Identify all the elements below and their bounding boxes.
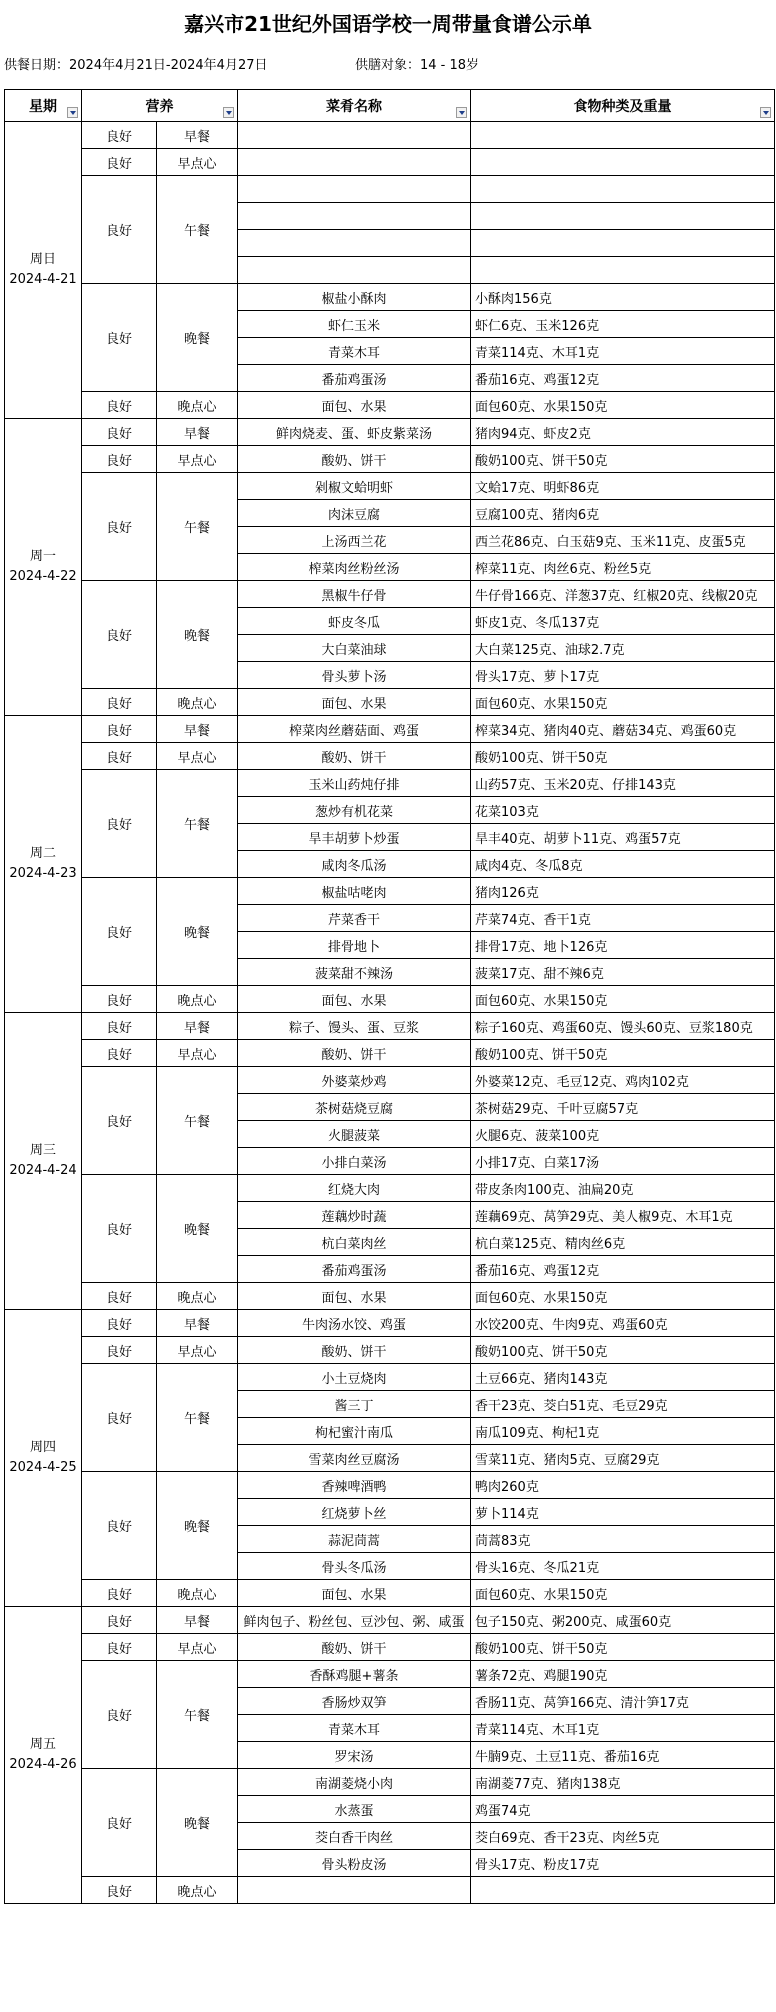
meal-type-cell: 早餐 (157, 1607, 238, 1634)
dish-name-cell: 南湖菱烧小肉 (238, 1769, 471, 1796)
food-weight-cell: 土豆66克、猪肉143克 (471, 1364, 775, 1391)
nutrition-cell: 良好 (82, 581, 157, 689)
nutrition-cell: 良好 (82, 1175, 157, 1283)
weekday-cell (5, 1310, 82, 1607)
nutrition-cell: 良好 (82, 1364, 157, 1472)
header-food-weight (471, 90, 775, 122)
supply-target: 供膳对象：14 - 18岁 (355, 58, 480, 73)
dish-name-cell: 酸奶、饼干 (238, 1337, 471, 1364)
dish-name-cell: 红烧大肉 (238, 1175, 471, 1202)
dish-name-cell: 蒜泥茼蒿 (238, 1526, 471, 1553)
table-row (5, 770, 775, 797)
dish-name-cell: 骨头冬瓜汤 (238, 1553, 471, 1580)
dish-name-cell: 香酥鸡腿+薯条 (238, 1661, 471, 1688)
header-dish-name (238, 90, 471, 122)
dish-name-cell: 肉沫豆腐 (238, 500, 471, 527)
meal-type-cell: 午餐 (157, 473, 238, 581)
dish-name-cell: 酱三丁 (238, 1391, 471, 1418)
page-title: 嘉兴市21世纪外国语学校一周带量食谱公示单 (184, 12, 592, 36)
weekday-date: 2024-4-21 (9, 272, 77, 287)
dish-name-cell: 酸奶、饼干 (238, 1634, 471, 1661)
food-weight-cell: 青菜114克、木耳1克 (471, 1715, 775, 1742)
table-row (5, 1769, 775, 1796)
food-weight-cell: 萝卜114克 (471, 1499, 775, 1526)
filter-dropdown-icon[interactable] (456, 107, 467, 118)
food-weight-cell: 杭白菜125克、精肉丝6克 (471, 1229, 775, 1256)
dish-name-cell (238, 1877, 471, 1904)
meal-type-cell: 晚餐 (157, 1175, 238, 1283)
table-row (5, 1175, 775, 1202)
nutrition-cell: 良好 (82, 770, 157, 878)
dish-name-cell: 枸杞蜜汁南瓜 (238, 1418, 471, 1445)
food-weight-cell: 山药57克、玉米20克、仔排143克 (471, 770, 775, 797)
dish-name-cell: 骨头萝卜汤 (238, 662, 471, 689)
dish-name-cell (238, 203, 471, 230)
dish-name-cell: 水蒸蛋 (238, 1796, 471, 1823)
food-weight-cell: 骨头17克、萝卜17克 (471, 662, 775, 689)
food-weight-cell: 茶树菇29克、千叶豆腐57克 (471, 1094, 775, 1121)
nutrition-cell: 良好 (82, 473, 157, 581)
dish-name-cell: 鲜肉烧麦、蛋、虾皮紫菜汤 (238, 419, 471, 446)
table-row (5, 1337, 775, 1364)
meal-type-cell: 午餐 (157, 770, 238, 878)
food-weight-cell: 面包60克、水果150克 (471, 392, 775, 419)
weekday-name: 周二 (29, 846, 56, 861)
table-row (5, 419, 775, 446)
dish-name-cell (238, 176, 471, 203)
nutrition-cell: 良好 (82, 986, 157, 1013)
table-row (5, 1580, 775, 1607)
table-row (5, 1013, 775, 1040)
table-row (5, 689, 775, 716)
nutrition-cell: 良好 (82, 284, 157, 392)
header-row (5, 90, 775, 122)
meal-type-cell: 早餐 (157, 122, 238, 149)
nutrition-cell: 良好 (82, 743, 157, 770)
food-weight-cell: 面包60克、水果150克 (471, 1283, 775, 1310)
food-weight-cell (471, 203, 775, 230)
meal-type-cell: 晚点心 (157, 1283, 238, 1310)
nutrition-cell: 良好 (82, 1040, 157, 1067)
food-weight-cell: 榨菜11克、肉丝6克、粉丝5克 (471, 554, 775, 581)
dish-name-cell (238, 122, 471, 149)
meal-type-cell: 午餐 (157, 176, 238, 284)
dish-name-cell: 旱丰胡萝卜炒蛋 (238, 824, 471, 851)
food-weight-cell: 花菜103克 (471, 797, 775, 824)
dish-name-cell: 大白菜油球 (238, 635, 471, 662)
dish-name-cell (238, 257, 471, 284)
food-weight-cell: 香肠11克、莴笋166克、清汁笋17克 (471, 1688, 775, 1715)
nutrition-cell: 良好 (82, 1013, 157, 1040)
table-row (5, 1310, 775, 1337)
dish-name-cell: 椒盐小酥肉 (238, 284, 471, 311)
dish-name-cell: 酸奶、饼干 (238, 1040, 471, 1067)
dish-name-cell: 榨菜肉丝粉丝汤 (238, 554, 471, 581)
weekday-date: 2024-4-23 (9, 866, 77, 881)
weekday-cell (5, 419, 82, 716)
food-weight-cell: 虾仁6克、玉米126克 (471, 311, 775, 338)
food-weight-cell: 鸡蛋74克 (471, 1796, 775, 1823)
weekday-name: 周三 (29, 1143, 56, 1158)
weekday-cell (5, 716, 82, 1013)
header-label: 菜肴名称 (326, 98, 382, 115)
header-weekday (5, 90, 82, 122)
table-row (5, 1364, 775, 1391)
nutrition-cell: 良好 (82, 419, 157, 446)
meal-type-cell: 午餐 (157, 1364, 238, 1472)
weekday-name: 周一 (29, 549, 56, 564)
dish-name-cell: 榨菜肉丝蘑菇面、鸡蛋 (238, 716, 471, 743)
table-row (5, 878, 775, 905)
weekday-name: 周日 (29, 252, 56, 267)
menu-body (5, 122, 775, 1904)
food-weight-cell: 虾皮1克、冬瓜137克 (471, 608, 775, 635)
dish-name-cell: 茭白香干肉丝 (238, 1823, 471, 1850)
header-label: 星期 (29, 98, 57, 115)
food-weight-cell: 南湖菱77克、猪肉138克 (471, 1769, 775, 1796)
meal-type-cell: 早餐 (157, 1310, 238, 1337)
food-weight-cell: 牛仔骨166克、洋葱37克、红椒20克、线椒20克 (471, 581, 775, 608)
dish-name-cell: 红烧萝卜丝 (238, 1499, 471, 1526)
table-row (5, 1661, 775, 1688)
meal-type-cell: 早餐 (157, 419, 238, 446)
weekday-date: 2024-4-25 (9, 1460, 77, 1475)
food-weight-cell: 茼蒿83克 (471, 1526, 775, 1553)
meal-type-cell: 早点心 (157, 743, 238, 770)
food-weight-cell: 带皮条肉100克、油扁20克 (471, 1175, 775, 1202)
food-weight-cell: 旱丰40克、胡萝卜11克、鸡蛋57克 (471, 824, 775, 851)
table-row (5, 743, 775, 770)
dish-name-cell: 火腿菠菜 (238, 1121, 471, 1148)
food-weight-cell: 外婆菜12克、毛豆12克、鸡肉102克 (471, 1067, 775, 1094)
nutrition-cell: 良好 (82, 689, 157, 716)
table-row (5, 1472, 775, 1499)
nutrition-cell: 良好 (82, 1877, 157, 1904)
food-weight-cell: 香干23克、茭白51克、毛豆29克 (471, 1391, 775, 1418)
food-weight-cell: 牛腩9克、土豆11克、番茄16克 (471, 1742, 775, 1769)
header-label: 营养 (145, 98, 174, 115)
food-weight-cell: 茭白69克、香干23克、肉丝5克 (471, 1823, 775, 1850)
dish-name-cell: 番茄鸡蛋汤 (238, 365, 471, 392)
food-weight-cell: 青菜114克、木耳1克 (471, 338, 775, 365)
weekday-cell (5, 1607, 82, 1904)
dish-name-cell: 骨头粉皮汤 (238, 1850, 471, 1877)
weekday-date: 2024-4-22 (9, 569, 77, 584)
meal-type-cell: 早餐 (157, 1013, 238, 1040)
dish-name-cell: 牛肉汤水饺、鸡蛋 (238, 1310, 471, 1337)
dish-name-cell: 酸奶、饼干 (238, 446, 471, 473)
meal-type-cell: 晚餐 (157, 284, 238, 392)
nutrition-cell: 良好 (82, 122, 157, 149)
food-weight-cell: 酸奶100克、饼干50克 (471, 1040, 775, 1067)
header-nutrition (82, 90, 238, 122)
food-weight-cell: 薯条72克、鸡腿190克 (471, 1661, 775, 1688)
dish-name-cell: 咸肉冬瓜汤 (238, 851, 471, 878)
dish-name-cell: 茶树菇烧豆腐 (238, 1094, 471, 1121)
dish-name-cell: 莲藕炒时蔬 (238, 1202, 471, 1229)
food-weight-cell: 芹菜74克、香干1克 (471, 905, 775, 932)
meal-type-cell: 晚点心 (157, 986, 238, 1013)
food-weight-cell: 包子150克、粥200克、咸蛋60克 (471, 1607, 775, 1634)
food-weight-cell: 骨头16克、冬瓜21克 (471, 1553, 775, 1580)
dish-name-cell: 面包、水果 (238, 1283, 471, 1310)
dish-name-cell: 罗宋汤 (238, 1742, 471, 1769)
dish-name-cell: 上汤西兰花 (238, 527, 471, 554)
filter-dropdown-icon[interactable] (223, 107, 234, 118)
dish-name-cell: 粽子、馒头、蛋、豆浆 (238, 1013, 471, 1040)
nutrition-cell: 良好 (82, 1661, 157, 1769)
food-weight-cell (471, 257, 775, 284)
meal-type-cell: 晚点心 (157, 1877, 238, 1904)
supply-date: 供餐日期：2024年4月21日-2024年4月27日 (4, 58, 268, 73)
dish-name-cell: 排骨地卜 (238, 932, 471, 959)
food-weight-cell: 豆腐100克、猪肉6克 (471, 500, 775, 527)
dish-name-cell: 面包、水果 (238, 689, 471, 716)
meal-type-cell: 晚点心 (157, 689, 238, 716)
dish-name-cell (238, 230, 471, 257)
meal-type-cell: 早点心 (157, 1040, 238, 1067)
dish-name-cell: 虾仁玉米 (238, 311, 471, 338)
food-weight-cell: 火腿6克、菠菜100克 (471, 1121, 775, 1148)
dish-name-cell: 雪菜肉丝豆腐汤 (238, 1445, 471, 1472)
food-weight-cell: 酸奶100克、饼干50克 (471, 1634, 775, 1661)
nutrition-cell: 良好 (82, 1607, 157, 1634)
nutrition-cell: 良好 (82, 1634, 157, 1661)
food-weight-cell: 猪肉126克 (471, 878, 775, 905)
nutrition-cell: 良好 (82, 446, 157, 473)
dish-name-cell (238, 149, 471, 176)
dish-name-cell: 杭白菜肉丝 (238, 1229, 471, 1256)
food-weight-cell: 水饺200克、牛肉9克、鸡蛋60克 (471, 1310, 775, 1337)
table-row (5, 149, 775, 176)
table-row (5, 1040, 775, 1067)
nutrition-cell: 良好 (82, 716, 157, 743)
food-weight-cell: 大白菜125克、油球2.7克 (471, 635, 775, 662)
table-row (5, 392, 775, 419)
menu-table (4, 89, 775, 1904)
food-weight-cell (471, 122, 775, 149)
meal-type-cell: 晚点心 (157, 392, 238, 419)
weekday-name: 周五 (29, 1737, 56, 1752)
food-weight-cell: 猪肉94克、虾皮2克 (471, 419, 775, 446)
food-weight-cell: 粽子160克、鸡蛋60克、馒头60克、豆浆180克 (471, 1013, 775, 1040)
food-weight-cell: 排骨17克、地卜126克 (471, 932, 775, 959)
nutrition-cell: 良好 (82, 392, 157, 419)
meal-type-cell: 晚餐 (157, 1769, 238, 1877)
food-weight-cell (471, 1877, 775, 1904)
nutrition-cell: 良好 (82, 1337, 157, 1364)
dish-name-cell: 面包、水果 (238, 392, 471, 419)
food-weight-cell: 莲藕69克、莴笋29克、美人椒9克、木耳1克 (471, 1202, 775, 1229)
meal-type-cell: 午餐 (157, 1067, 238, 1175)
table-row (5, 1634, 775, 1661)
food-weight-cell (471, 230, 775, 257)
food-weight-cell: 雪菜11克、猪肉5克、豆腐29克 (471, 1445, 775, 1472)
weekday-date: 2024-4-26 (9, 1757, 77, 1772)
dish-name-cell: 香辣啤酒鸭 (238, 1472, 471, 1499)
food-weight-cell: 面包60克、水果150克 (471, 1580, 775, 1607)
dish-name-cell: 虾皮冬瓜 (238, 608, 471, 635)
food-weight-cell: 番茄16克、鸡蛋12克 (471, 365, 775, 392)
dish-name-cell: 小土豆烧肉 (238, 1364, 471, 1391)
dish-name-cell: 面包、水果 (238, 986, 471, 1013)
food-weight-cell: 榨菜34克、猪肉40克、蘑菇34克、鸡蛋60克 (471, 716, 775, 743)
nutrition-cell: 良好 (82, 1283, 157, 1310)
meal-type-cell: 晚点心 (157, 1580, 238, 1607)
header-label: 食物种类及重量 (573, 98, 672, 115)
meal-type-cell: 早点心 (157, 1337, 238, 1364)
dish-name-cell: 菠菜甜不辣汤 (238, 959, 471, 986)
food-weight-cell: 鸭肉260克 (471, 1472, 775, 1499)
filter-dropdown-icon[interactable] (67, 107, 78, 118)
dish-name-cell: 鲜肉包子、粉丝包、豆沙包、粥、咸蛋 (238, 1607, 471, 1634)
nutrition-cell: 良好 (82, 1067, 157, 1175)
food-weight-cell: 面包60克、水果150克 (471, 986, 775, 1013)
table-row (5, 176, 775, 203)
food-weight-cell: 南瓜109克、枸杞1克 (471, 1418, 775, 1445)
food-weight-cell: 酸奶100克、饼干50克 (471, 446, 775, 473)
meal-type-cell: 晚餐 (157, 1472, 238, 1580)
dish-name-cell: 香肠炒双笋 (238, 1688, 471, 1715)
table-row (5, 122, 775, 149)
table-row (5, 1607, 775, 1634)
meal-type-cell: 早点心 (157, 1634, 238, 1661)
food-weight-cell: 菠菜17克、甜不辣6克 (471, 959, 775, 986)
dish-name-cell: 外婆菜炒鸡 (238, 1067, 471, 1094)
table-row (5, 986, 775, 1013)
dish-name-cell: 青菜木耳 (238, 1715, 471, 1742)
food-weight-cell: 番茄16克、鸡蛋12克 (471, 1256, 775, 1283)
food-weight-cell: 酸奶100克、饼干50克 (471, 743, 775, 770)
dish-name-cell: 剁椒文蛤明虾 (238, 473, 471, 500)
dish-name-cell: 玉米山药炖仔排 (238, 770, 471, 797)
table-row (5, 473, 775, 500)
nutrition-cell: 良好 (82, 1472, 157, 1580)
meal-type-cell: 早点心 (157, 149, 238, 176)
meal-type-cell: 早点心 (157, 446, 238, 473)
food-weight-cell: 酸奶100克、饼干50克 (471, 1337, 775, 1364)
filter-dropdown-icon[interactable] (760, 107, 771, 118)
dish-name-cell: 黑椒牛仔骨 (238, 581, 471, 608)
table-row (5, 581, 775, 608)
dish-name-cell: 面包、水果 (238, 1580, 471, 1607)
table-row (5, 716, 775, 743)
nutrition-cell: 良好 (82, 1769, 157, 1877)
table-row (5, 284, 775, 311)
food-weight-cell: 文蛤17克、明虾86克 (471, 473, 775, 500)
nutrition-cell: 良好 (82, 176, 157, 284)
dish-name-cell: 青菜木耳 (238, 338, 471, 365)
table-row (5, 1877, 775, 1904)
weekday-name: 周四 (29, 1440, 56, 1455)
nutrition-cell: 良好 (82, 149, 157, 176)
food-weight-cell: 咸肉4克、冬瓜8克 (471, 851, 775, 878)
food-weight-cell: 西兰花86克、白玉菇9克、玉米11克、皮蛋5克 (471, 527, 775, 554)
meal-type-cell: 早餐 (157, 716, 238, 743)
dish-name-cell: 小排白菜汤 (238, 1148, 471, 1175)
meal-type-cell: 午餐 (157, 1661, 238, 1769)
food-weight-cell (471, 149, 775, 176)
dish-name-cell: 酸奶、饼干 (238, 743, 471, 770)
weekday-cell (5, 122, 82, 419)
food-weight-cell (471, 176, 775, 203)
food-weight-cell: 骨头17克、粉皮17克 (471, 1850, 775, 1877)
weekday-date: 2024-4-24 (9, 1163, 77, 1178)
dish-name-cell: 番茄鸡蛋汤 (238, 1256, 471, 1283)
food-weight-cell: 面包60克、水果150克 (471, 689, 775, 716)
weekday-cell (5, 1013, 82, 1310)
nutrition-cell: 良好 (82, 1310, 157, 1337)
table-row (5, 446, 775, 473)
dish-name-cell: 椒盐咕咾肉 (238, 878, 471, 905)
dish-name-cell: 芹菜香干 (238, 905, 471, 932)
meal-type-cell: 晚餐 (157, 878, 238, 986)
nutrition-cell: 良好 (82, 1580, 157, 1607)
dish-name-cell: 葱炒有机花菜 (238, 797, 471, 824)
meal-type-cell: 晚餐 (157, 581, 238, 689)
table-row (5, 1067, 775, 1094)
nutrition-cell: 良好 (82, 878, 157, 986)
food-weight-cell: 小排17克、白菜17汤 (471, 1148, 775, 1175)
food-weight-cell: 小酥肉156克 (471, 284, 775, 311)
table-row (5, 1283, 775, 1310)
